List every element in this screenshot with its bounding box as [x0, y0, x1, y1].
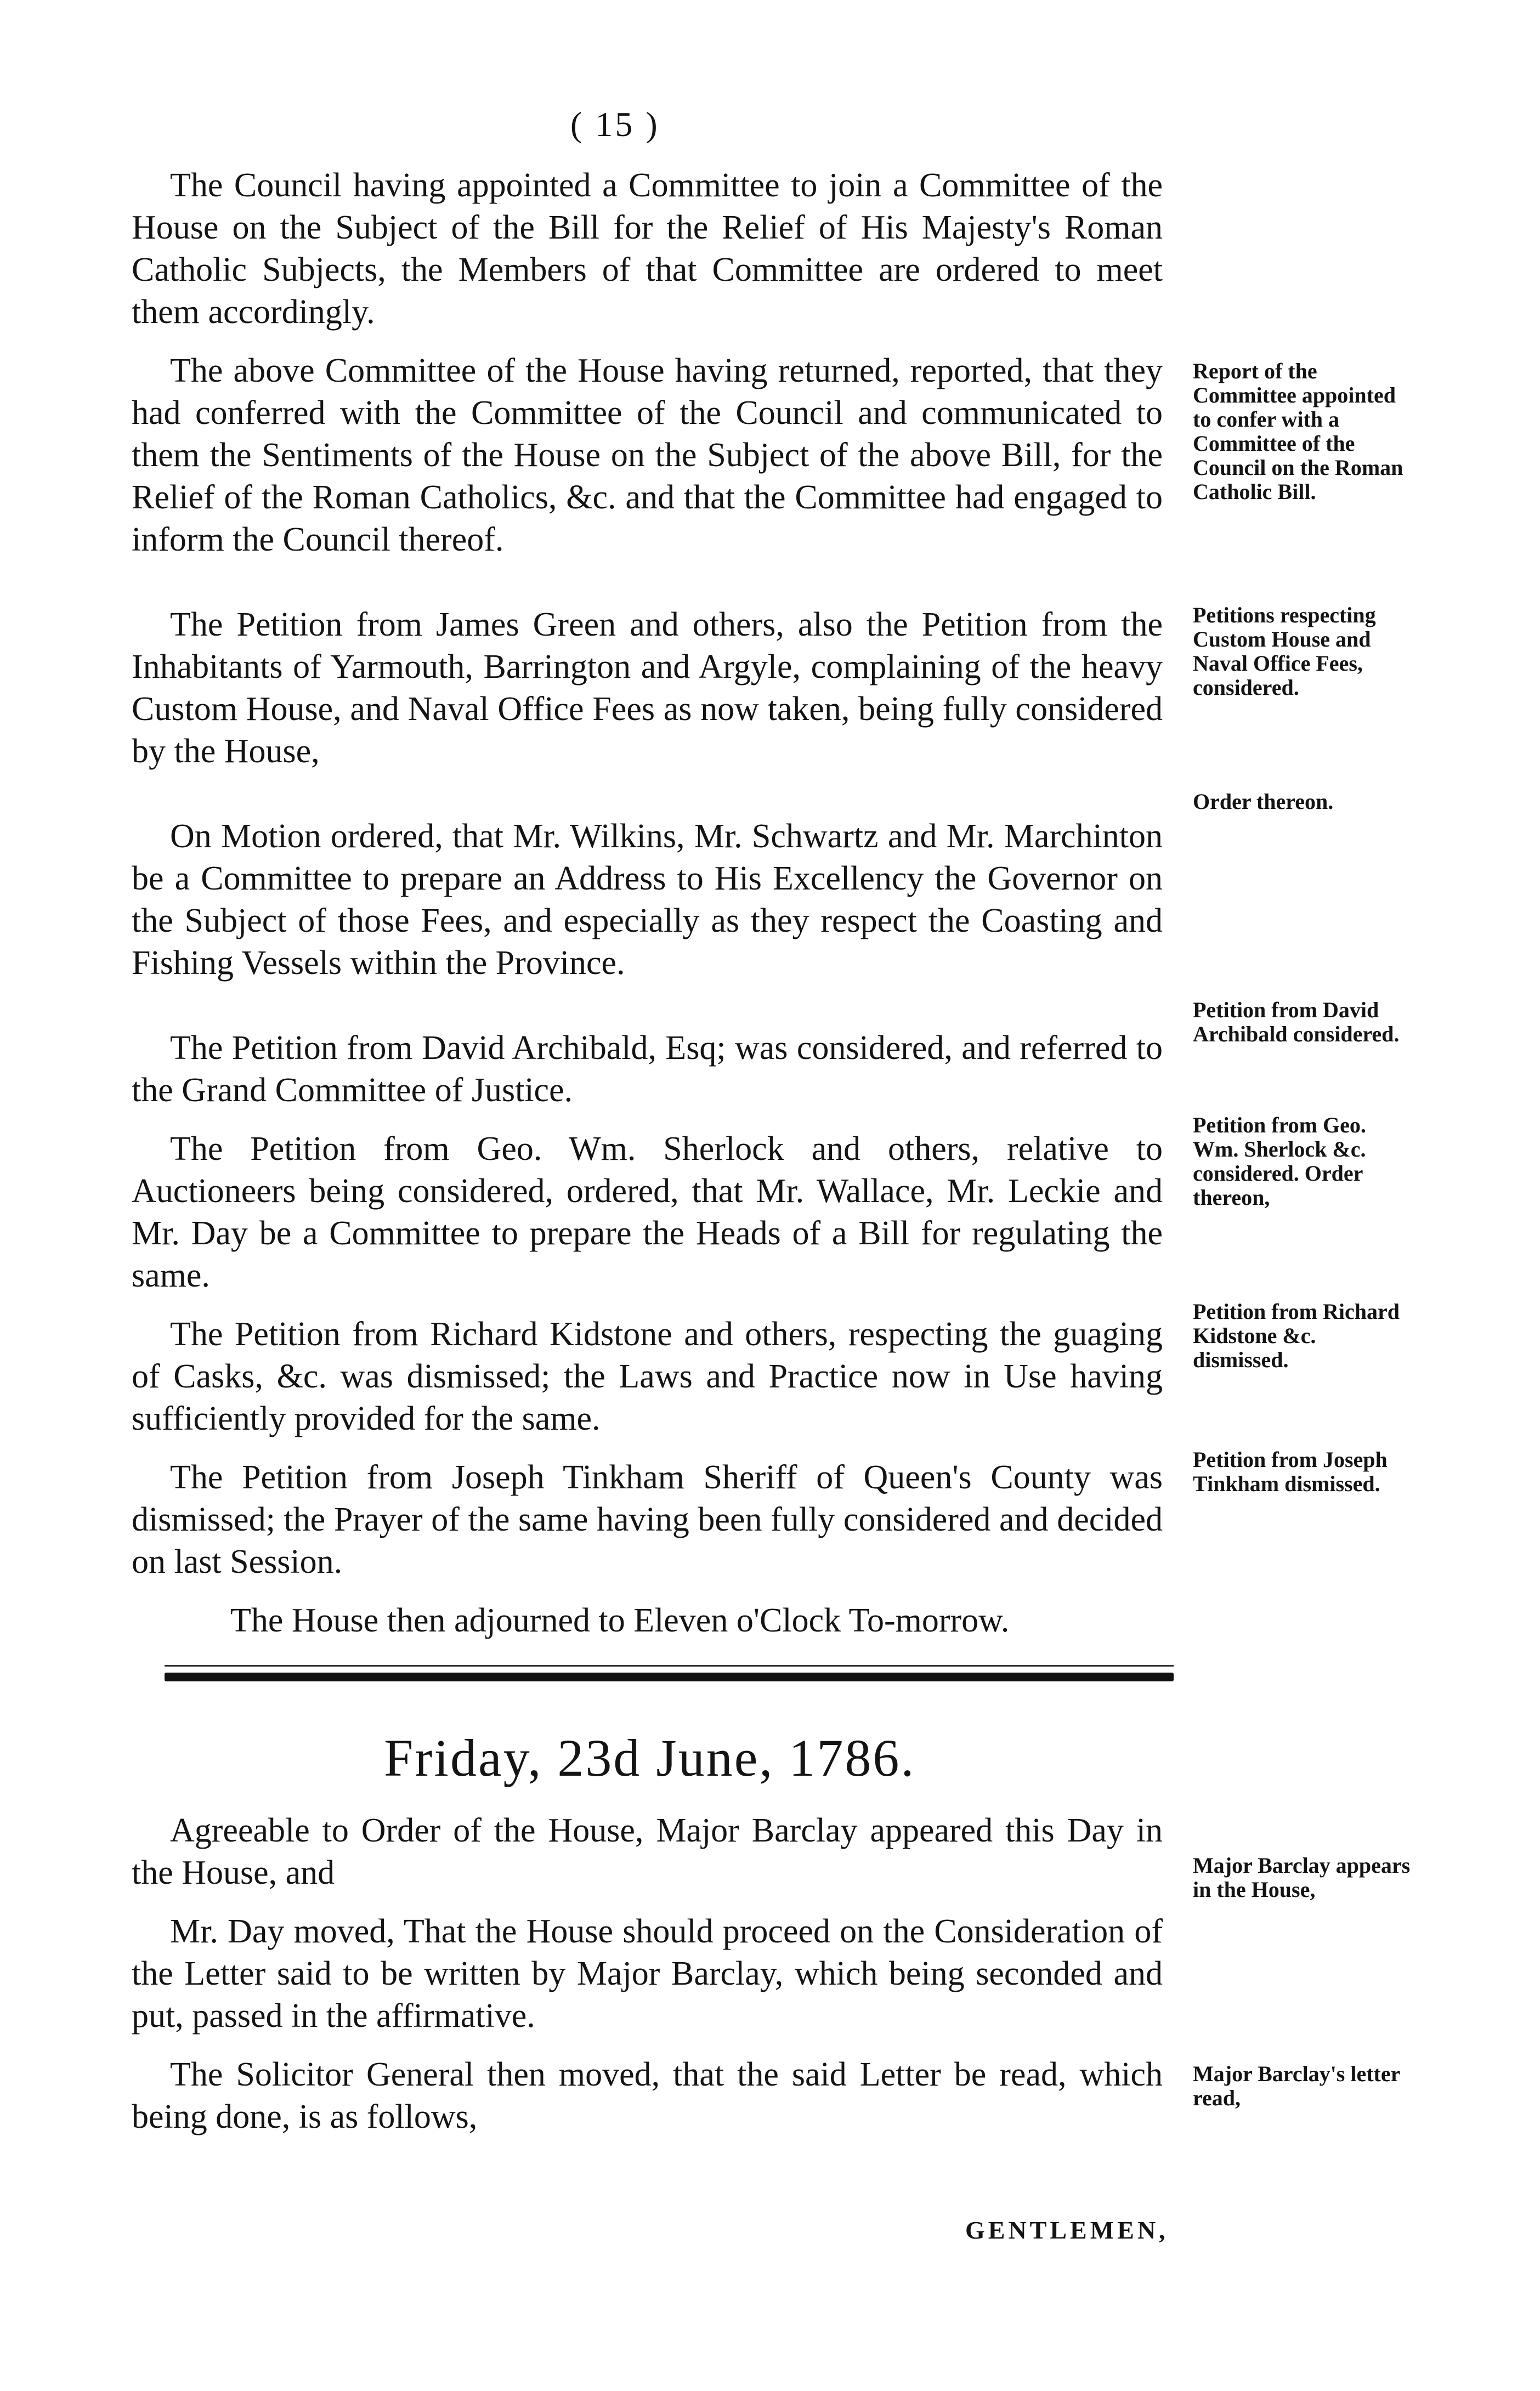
- paragraph-day-moved: Mr. Day moved, That the House should proceed on the Consideration of the Letter said to be written by Major Barclay, which being seconded and put, passed in the affirmative.: [132, 1913, 1163, 2035]
- paragraph-adjourned: The House then adjourned to Eleven o'Clock To-morrow.: [230, 1602, 1010, 1639]
- paragraph-solicitor: The Solicitor General then moved, that the said Letter be read, which being done, is as follows,: [132, 2056, 1163, 2135]
- paragraph-petition-archibald: The Petition from David Archibald, Esq; was considered, and referred to the Grand Committee of Justice.: [132, 1029, 1163, 1109]
- paragraph-barclay-appears: Agreeable to Order of the House, Major Barclay appeared this Day in the House, and: [132, 1812, 1163, 1891]
- paragraph-petition-sherlock: The Petition from Geo. Wm. Sherlock and others, relative to Auctioneers being considered, ordered, that Mr. Wallace, Mr. Leckie and Mr. Day be a Committee to prepare the Heads of a Bill for regulating the same.: [132, 1130, 1163, 1294]
- date-heading: Friday, 23d June, 1786.: [384, 1729, 916, 1787]
- paragraph-petition-green: The Petition from James Green and others, also the Petition from the Inhabitants of Yarmouth, Barrington and Argyle, complaining of the heavy Custom House, and Naval Office Fees as now taken, being fully considered by the House,: [132, 606, 1163, 770]
- page-number: ( 15 ): [570, 105, 660, 144]
- paragraph-order: On Motion ordered, that Mr. Wilkins, Mr. Schwartz and Mr. Marchinton be a Committee to prepare an Address to His Excellency the Governor on the Subject of those Fees, and especially as they respect the Coasting and Fishing Vessels within the Province.: [132, 818, 1163, 982]
- side-note-petitions: Petitions respecting Custom House and Naval Office Fees, considered.: [1193, 603, 1376, 700]
- paragraph-report: The above Committee of the House having returned, reported, that they had conferred with the Committee of the Council and communicated to them the Sentiments of the House on the Subject of the above Bill, for the Relief of the Roman Catholics, &c. and that the Committee had engaged to inform the Council thereof.: [132, 352, 1163, 558]
- side-note-order: Order thereon.: [1193, 789, 1334, 814]
- side-note-report: Report of the Committee appointed to confer with a Committee of the Council on the Roman Catholic Bill.: [1193, 359, 1403, 504]
- catchword: GENTLEMEN,: [965, 2216, 1169, 2244]
- side-note-tinkham: Petition from Joseph Tinkham dismissed.: [1193, 1447, 1388, 1496]
- side-note-sherlock: Petition from Geo. Wm. Sherlock &c. considered. Order thereon,: [1193, 1113, 1366, 1210]
- paragraph-petition-tinkham: The Petition from Joseph Tinkham Sheriff of Queen's County was dismissed; the Prayer of the same having been fully considered and decided on last Session.: [132, 1459, 1163, 1580]
- side-note-kidstone: Petition from Richard Kidstone &c. dismissed.: [1193, 1299, 1400, 1372]
- main-text-top: [132, 165, 1163, 1642]
- paragraph-petition-kidstone: The Petition from Richard Kidstone and others, respecting the guaging of Casks, &c. was dismissed; the Laws and Practice now in Use having sufficiently provided for the same.: [132, 1316, 1163, 1437]
- side-note-archibald: Petition from David Archibald considered.: [1193, 998, 1400, 1046]
- main-text-bottom: [132, 1810, 1163, 2138]
- section-rule-thin: [165, 1665, 1174, 1667]
- paragraph-council: The Council having appointed a Committee to join a Committee of the House on the Subject of the Bill for the Relief of His Majesty's Roman Catholic Subjects, the Members of that Committee are ordered to meet them accordingly.: [132, 167, 1163, 331]
- section-rule: [165, 1673, 1174, 1681]
- side-note-barclay: Major Barclay appears in the House,: [1193, 1853, 1411, 1902]
- side-note-letter: Major Barclay's letter read,: [1193, 2061, 1400, 2110]
